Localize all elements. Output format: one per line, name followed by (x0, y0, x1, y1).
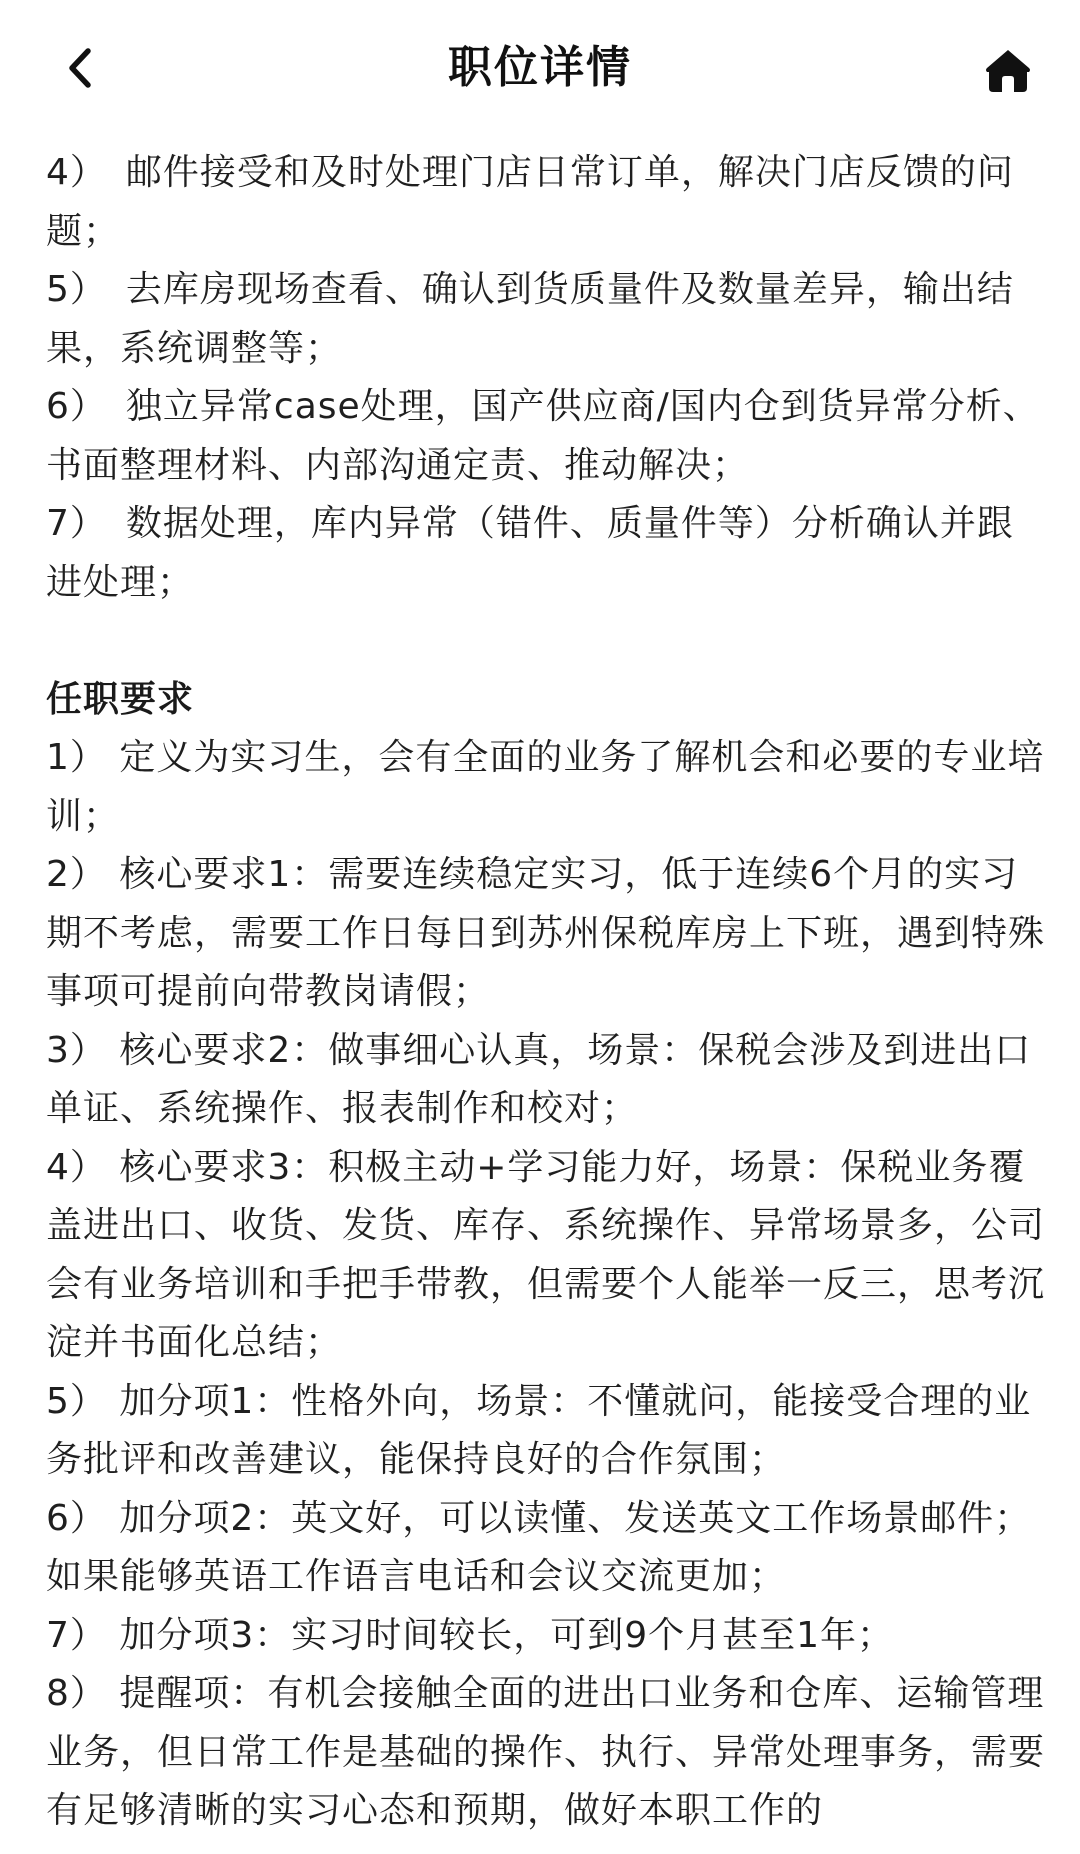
page-title: 职位详情 (448, 42, 632, 93)
duty-item-5: 5） 去库房现场查看、确认到货质量件及数量差异，输出结果，系统调整等； (46, 269, 1014, 369)
top-nav-bar (0, 0, 1080, 138)
requirement-item-2: 2） 核心要求1：需要连续稳定实习，低于连续6个月的实习期不考虑，需要工作日每日到苏州保税库房上下班，遇到特殊事项可提前向带教岗请假； (46, 854, 1046, 1012)
duty-item-7: 7） 数据处理，库内异常（错件、质量件等）分析确认并跟进处理； (46, 503, 1014, 603)
requirement-item-8: 8） 提醒项：有机会接触全面的进出口业务和仓库、运输管理业务，但日常工作是基础的操作、执行、异常处理事务，需要有足够清晰的实习心态和预期，做好本职工作的 (46, 1673, 1046, 1831)
duty-item-4: 4） 邮件接受和及时处理门店日常订单，解决门店反馈的问题； (46, 152, 1014, 252)
home-button[interactable] (978, 40, 1038, 100)
job-description-content (46, 128, 1046, 1841)
requirement-item-7: 7） 加分项3：实习时间较长，可到9个月甚至1年； (46, 1614, 895, 1656)
home-icon (983, 46, 1033, 94)
requirement-item-5: 5） 加分项1：性格外向，场景：不懂就问，能接受合理的业务批评和改善建议，能保持良好的合作氛围； (46, 1380, 1032, 1480)
requirement-item-4: 4） 核心要求3：积极主动+学习能力好，场景：保税业务覆盖进出口、收货、发货、库存、系统操作、异常场景多，公司会有业务培训和手把手带教，但需要个人能举一反三，思考沉淀并书面化总结； (46, 1146, 1046, 1363)
requirement-item-3: 3） 核心要求2：做事细心认真，场景：保税会涉及到进出口单证、系统操作、报表制作和校对； (46, 1029, 1032, 1129)
duty-item-6: 6） 独立异常case处理，国产供应商/国内仓到货异常分析、书面整理材料、内部沟通定责、推动解决； (46, 386, 1040, 486)
requirement-item-1: 1） 定义为实习生，会有全面的业务了解机会和必要的专业培训； (46, 737, 1045, 837)
spacer (46, 612, 1046, 671)
requirements-heading: 任职要求 (46, 678, 195, 720)
requirement-item-6: 6） 加分项2：英文好，可以读懂、发送英文工作场景邮件；如果能够英语工作语言电话和会议交流更加； (46, 1497, 1032, 1597)
